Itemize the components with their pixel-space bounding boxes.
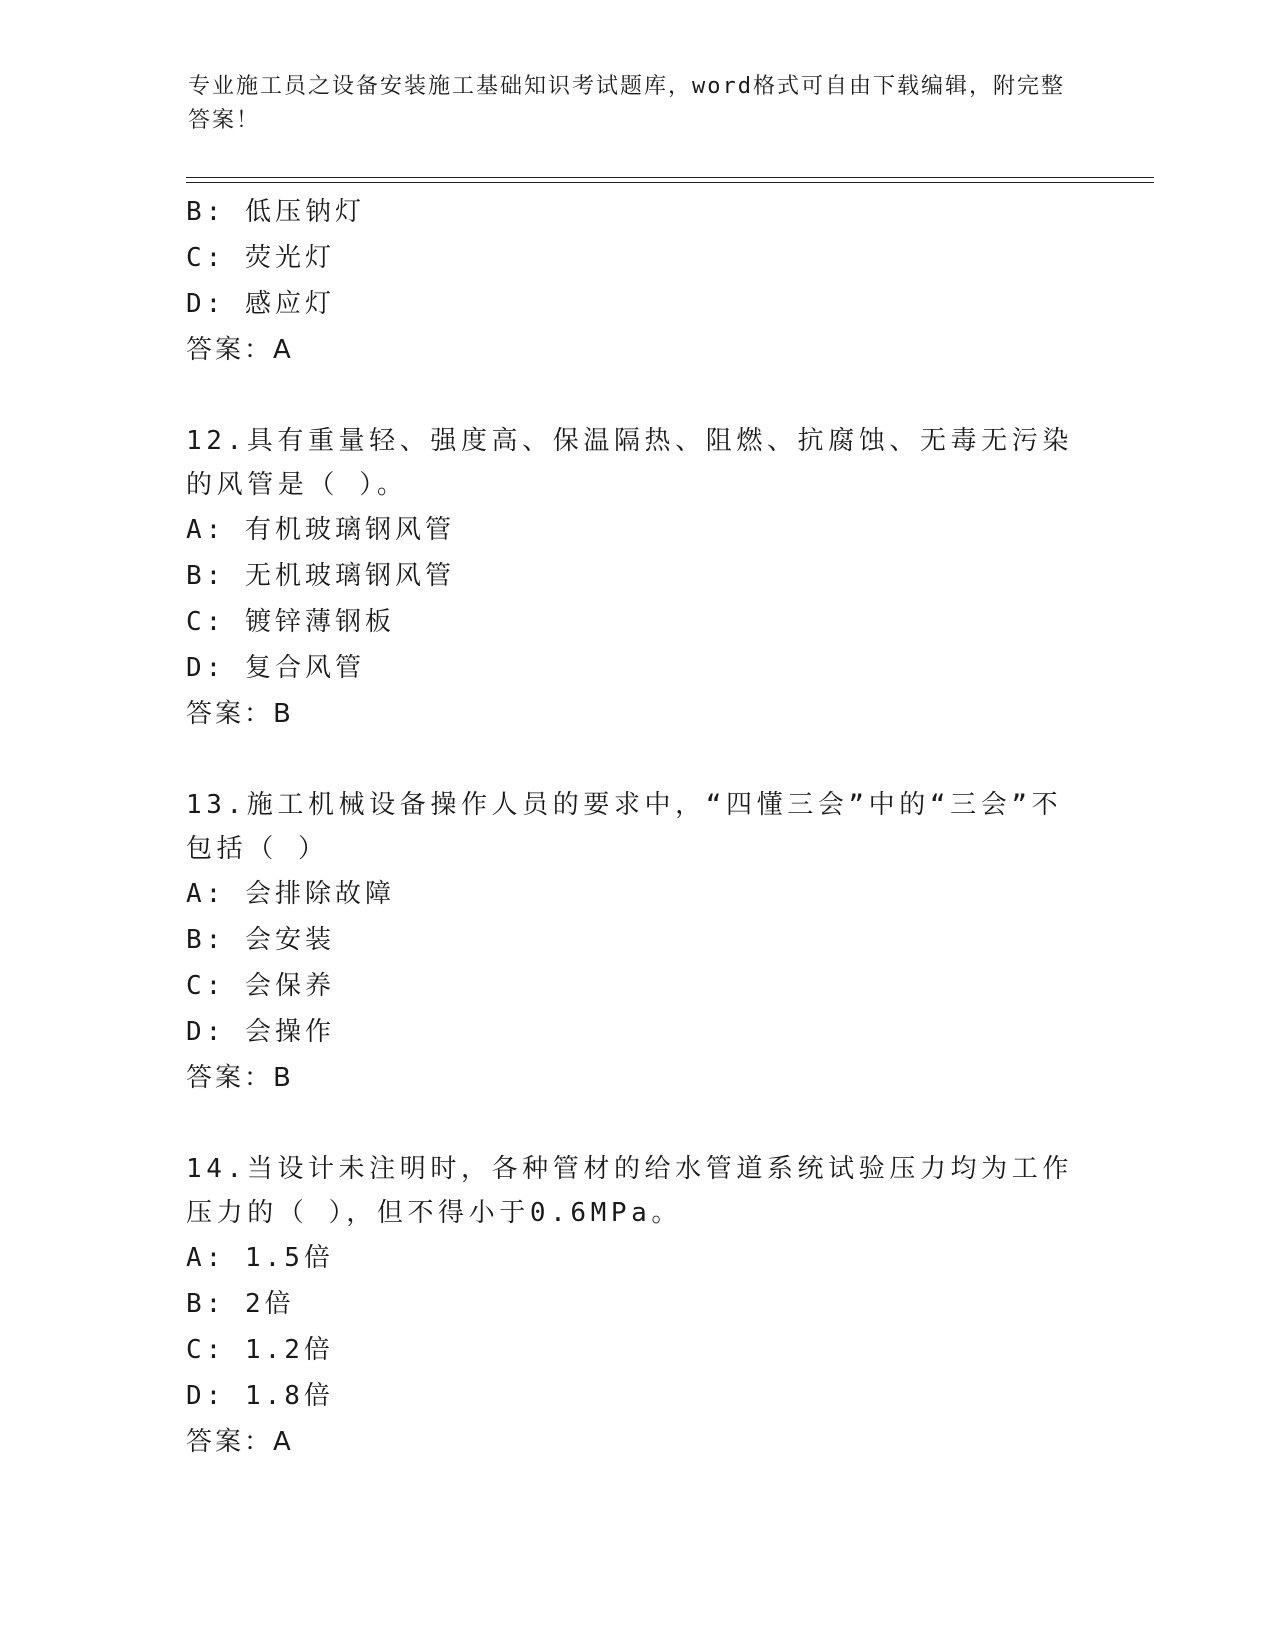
question-list bbox=[186, 189, 1086, 1465]
question-stem: 13.施工机械设备操作人员的要求中，“四懂三会”中的“三会”不包括（ ） bbox=[186, 790, 1063, 864]
spacer bbox=[186, 1101, 1086, 1147]
option-c: C: 1.2倍 bbox=[186, 1335, 334, 1365]
option-c: C: 荧光灯 bbox=[186, 243, 335, 273]
option-a: A: 有机玻璃钢风管 bbox=[186, 515, 455, 545]
question-continued bbox=[186, 189, 1086, 373]
option-d: D: 感应灯 bbox=[186, 289, 335, 319]
question-13 bbox=[186, 783, 1086, 1101]
option-c: C: 镀锌薄钢板 bbox=[186, 607, 395, 637]
option-b: B: 会安装 bbox=[186, 925, 335, 955]
option-d: D: 会操作 bbox=[186, 1017, 335, 1047]
question-14 bbox=[186, 1147, 1086, 1465]
option-d: D: 复合风管 bbox=[186, 653, 365, 683]
document-header: 专业施工员之设备安装施工基础知识考试题库，word格式可自由下载编辑，附完整答案！ bbox=[188, 74, 1065, 133]
option-a: A: 会排除故障 bbox=[186, 879, 395, 909]
answer-line: 答案：B bbox=[186, 699, 294, 729]
spacer bbox=[186, 737, 1086, 783]
question-stem: 12.具有重量轻、强度高、保温隔热、阻燃、抗腐蚀、无毒无污染的风管是（ ）。 bbox=[186, 426, 1073, 500]
spacer bbox=[186, 373, 1086, 419]
option-b: B: 低压钠灯 bbox=[186, 197, 365, 227]
answer-line: 答案：A bbox=[186, 335, 294, 365]
option-c: C: 会保养 bbox=[186, 971, 335, 1001]
option-b: B: 无机玻璃钢风管 bbox=[186, 561, 455, 591]
option-d: D: 1.8倍 bbox=[186, 1381, 334, 1411]
option-a: A: 1.5倍 bbox=[186, 1243, 334, 1273]
answer-line: 答案：B bbox=[186, 1063, 294, 1093]
header-divider-top bbox=[186, 177, 1154, 178]
header-divider-bottom bbox=[186, 182, 1154, 183]
question-12 bbox=[186, 419, 1086, 737]
answer-line: 答案：A bbox=[186, 1427, 294, 1457]
question-stem: 14.当设计未注明时，各种管材的给水管道系统试验压力均为工作压力的（ ），但不得小于0.6MPa。 bbox=[186, 1154, 1073, 1228]
option-b: B: 2倍 bbox=[186, 1289, 295, 1319]
